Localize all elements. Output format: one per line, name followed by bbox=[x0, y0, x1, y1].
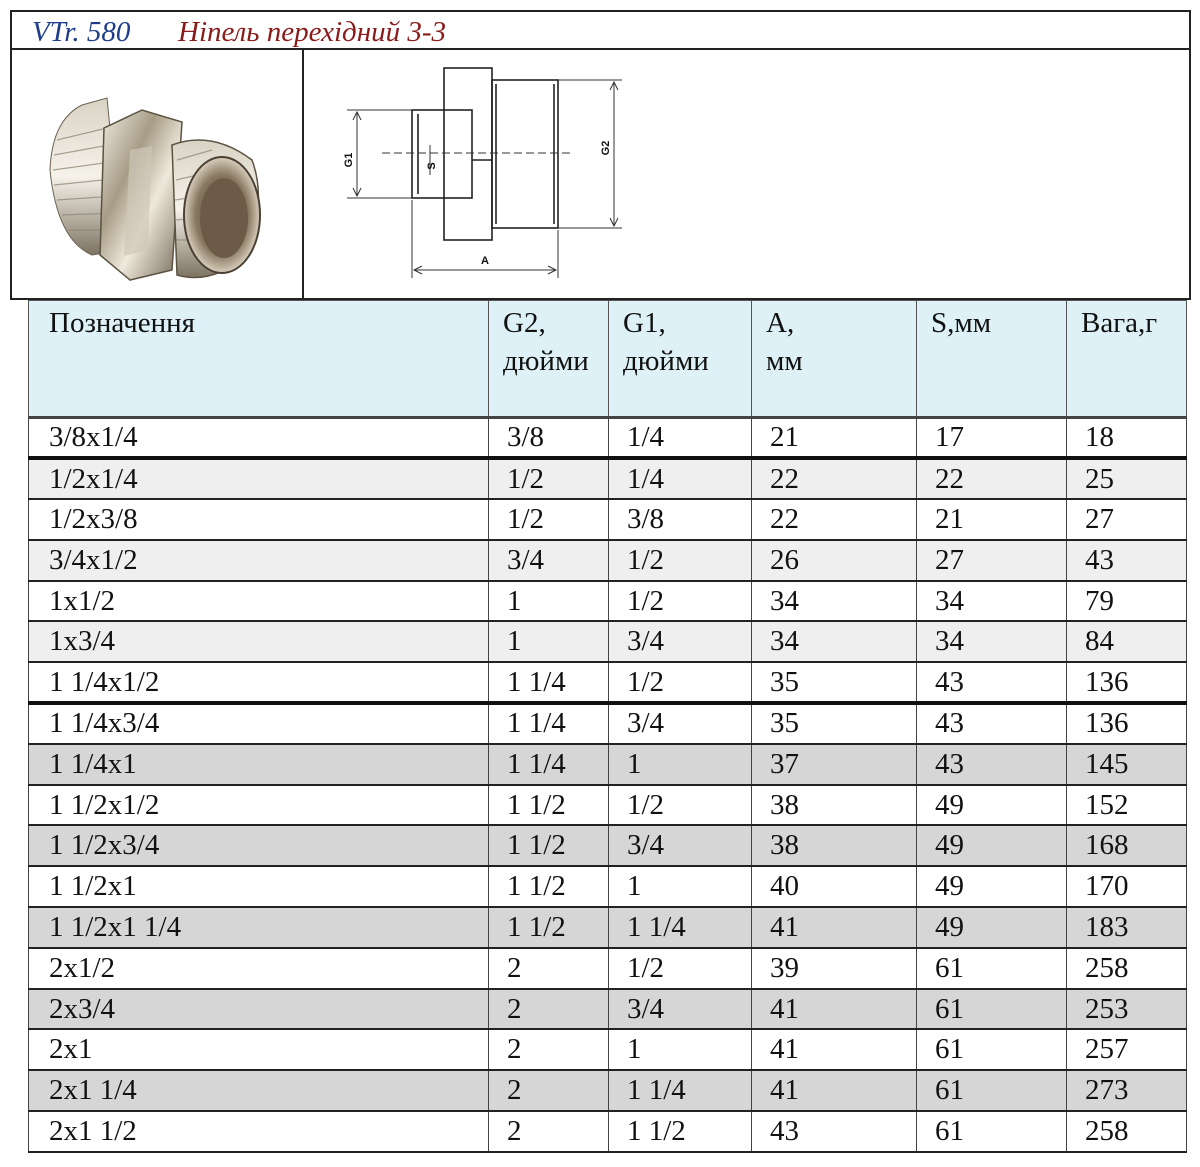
a-cell: 41 bbox=[752, 989, 917, 1030]
g1-cell: 1 bbox=[609, 866, 752, 907]
a-cell: 21 bbox=[752, 418, 917, 459]
a-cell: 26 bbox=[752, 540, 917, 581]
designation-cell: 1 1/2x3/4 bbox=[29, 825, 489, 866]
designation-cell: 1/2x1/4 bbox=[29, 458, 489, 499]
designation-cell: 3/8x1/4 bbox=[29, 418, 489, 459]
a-cell: 22 bbox=[752, 499, 917, 540]
g2-cell: 1/2 bbox=[489, 458, 609, 499]
table-row bbox=[29, 1029, 1187, 1070]
g1-cell: 3/4 bbox=[609, 621, 752, 662]
s-cell: 43 bbox=[917, 703, 1067, 744]
table-row bbox=[29, 1111, 1187, 1152]
table-row bbox=[29, 825, 1187, 866]
s-cell: 43 bbox=[917, 662, 1067, 703]
s-cell: 17 bbox=[917, 418, 1067, 459]
g2-cell: 1 1/4 bbox=[489, 662, 609, 703]
g1-cell: 1 1/4 bbox=[609, 907, 752, 948]
designation-cell: 1/2x3/8 bbox=[29, 499, 489, 540]
g1-cell: 1/2 bbox=[609, 785, 752, 826]
s-cell: 34 bbox=[917, 621, 1067, 662]
drawing-label-a: A bbox=[481, 255, 489, 267]
weight-cell: 136 bbox=[1067, 662, 1187, 703]
g1-cell: 3/8 bbox=[609, 499, 752, 540]
g1-cell: 1/2 bbox=[609, 948, 752, 989]
table-row bbox=[29, 499, 1187, 540]
a-cell: 35 bbox=[752, 662, 917, 703]
a-cell: 34 bbox=[752, 581, 917, 622]
a-cell: 38 bbox=[752, 825, 917, 866]
g1-cell: 1 1/2 bbox=[609, 1111, 752, 1152]
col-header-g1: G1, дюйми bbox=[609, 301, 752, 418]
s-cell: 61 bbox=[917, 989, 1067, 1030]
g2-cell: 3/8 bbox=[489, 418, 609, 459]
header-row bbox=[29, 301, 1187, 418]
technical-drawing bbox=[322, 50, 642, 298]
table-row bbox=[29, 1070, 1187, 1111]
spec-table bbox=[28, 300, 1187, 1153]
a-cell: 39 bbox=[752, 948, 917, 989]
designation-cell: 1 1/2x1 1/4 bbox=[29, 907, 489, 948]
col-header-weight: Вага,г bbox=[1067, 301, 1187, 418]
g1-cell: 1/4 bbox=[609, 458, 752, 499]
g2-cell: 1 bbox=[489, 621, 609, 662]
g2-cell: 1/2 bbox=[489, 499, 609, 540]
a-cell: 41 bbox=[752, 907, 917, 948]
table-row bbox=[29, 703, 1187, 744]
a-cell: 22 bbox=[752, 458, 917, 499]
weight-cell: 170 bbox=[1067, 866, 1187, 907]
a-cell: 37 bbox=[752, 744, 917, 785]
drawing-label-g1: G1 bbox=[343, 152, 355, 168]
g2-cell: 2 bbox=[489, 1111, 609, 1152]
weight-cell: 258 bbox=[1067, 948, 1187, 989]
g2-cell: 2 bbox=[489, 1029, 609, 1070]
col-header-g2: G2, дюйми bbox=[489, 301, 609, 418]
s-cell: 61 bbox=[917, 1029, 1067, 1070]
a-cell: 35 bbox=[752, 703, 917, 744]
s-cell: 22 bbox=[917, 458, 1067, 499]
weight-cell: 152 bbox=[1067, 785, 1187, 826]
a-cell: 41 bbox=[752, 1029, 917, 1070]
designation-cell: 2x1/2 bbox=[29, 948, 489, 989]
g2-cell: 3/4 bbox=[489, 540, 609, 581]
table-row bbox=[29, 458, 1187, 499]
g2-cell: 2 bbox=[489, 989, 609, 1030]
g1-cell: 1/2 bbox=[609, 662, 752, 703]
a-cell: 40 bbox=[752, 866, 917, 907]
table-row bbox=[29, 418, 1187, 459]
weight-cell: 84 bbox=[1067, 621, 1187, 662]
designation-cell: 1 1/4x3/4 bbox=[29, 703, 489, 744]
g2-cell: 1 1/2 bbox=[489, 907, 609, 948]
designation-cell: 2x1 bbox=[29, 1029, 489, 1070]
s-cell: 34 bbox=[917, 581, 1067, 622]
g2-cell: 1 1/2 bbox=[489, 866, 609, 907]
s-cell: 49 bbox=[917, 785, 1067, 826]
designation-cell: 2x1 1/4 bbox=[29, 1070, 489, 1111]
weight-cell: 145 bbox=[1067, 744, 1187, 785]
g1-cell: 1/2 bbox=[609, 581, 752, 622]
product-photo bbox=[12, 50, 304, 298]
drawing-label-g2: G2 bbox=[600, 140, 612, 156]
table-row bbox=[29, 744, 1187, 785]
designation-cell: 1 1/4x1/2 bbox=[29, 662, 489, 703]
weight-cell: 27 bbox=[1067, 499, 1187, 540]
s-cell: 49 bbox=[917, 825, 1067, 866]
table-row bbox=[29, 621, 1187, 662]
a-cell: 34 bbox=[752, 621, 917, 662]
a-cell: 43 bbox=[752, 1111, 917, 1152]
designation-cell: 1 1/2x1 bbox=[29, 866, 489, 907]
g1-cell: 1 bbox=[609, 1029, 752, 1070]
s-cell: 49 bbox=[917, 866, 1067, 907]
weight-cell: 183 bbox=[1067, 907, 1187, 948]
s-cell: 27 bbox=[917, 540, 1067, 581]
weight-cell: 25 bbox=[1067, 458, 1187, 499]
g1-cell: 3/4 bbox=[609, 989, 752, 1030]
product-name: Ніпель перехідний 3-3 bbox=[178, 16, 446, 48]
designation-cell: 3/4x1/2 bbox=[29, 540, 489, 581]
g2-cell: 1 1/2 bbox=[489, 825, 609, 866]
media-box bbox=[10, 50, 1191, 300]
weight-cell: 257 bbox=[1067, 1029, 1187, 1070]
designation-cell: 1 1/4x1 bbox=[29, 744, 489, 785]
weight-cell: 168 bbox=[1067, 825, 1187, 866]
designation-cell: 2x3/4 bbox=[29, 989, 489, 1030]
table-row bbox=[29, 785, 1187, 826]
s-cell: 61 bbox=[917, 1111, 1067, 1152]
designation-cell: 1x1/2 bbox=[29, 581, 489, 622]
s-cell: 61 bbox=[917, 1070, 1067, 1111]
weight-cell: 43 bbox=[1067, 540, 1187, 581]
s-cell: 61 bbox=[917, 948, 1067, 989]
s-cell: 49 bbox=[917, 907, 1067, 948]
weight-cell: 258 bbox=[1067, 1111, 1187, 1152]
designation-cell: 1 1/2x1/2 bbox=[29, 785, 489, 826]
g2-cell: 1 1/4 bbox=[489, 703, 609, 744]
table-row bbox=[29, 948, 1187, 989]
designation-cell: 1x3/4 bbox=[29, 621, 489, 662]
s-cell: 21 bbox=[917, 499, 1067, 540]
table-row bbox=[29, 907, 1187, 948]
designation-cell: 2x1 1/2 bbox=[29, 1111, 489, 1152]
g1-cell: 1/2 bbox=[609, 540, 752, 581]
weight-cell: 273 bbox=[1067, 1070, 1187, 1111]
g2-cell: 1 bbox=[489, 581, 609, 622]
col-header-designation: Позначення bbox=[29, 301, 489, 418]
col-header-s: S,мм bbox=[917, 301, 1067, 418]
table-row bbox=[29, 581, 1187, 622]
table-row bbox=[29, 989, 1187, 1030]
g2-cell: 1 1/4 bbox=[489, 744, 609, 785]
product-code: VTr. 580 bbox=[32, 16, 131, 48]
title-bar bbox=[10, 10, 1191, 50]
g2-cell: 2 bbox=[489, 948, 609, 989]
weight-cell: 136 bbox=[1067, 703, 1187, 744]
g1-cell: 3/4 bbox=[609, 703, 752, 744]
g1-cell: 1 1/4 bbox=[609, 1070, 752, 1111]
s-cell: 43 bbox=[917, 744, 1067, 785]
g1-cell: 1/4 bbox=[609, 418, 752, 459]
g1-cell: 1 bbox=[609, 744, 752, 785]
weight-cell: 79 bbox=[1067, 581, 1187, 622]
weight-cell: 253 bbox=[1067, 989, 1187, 1030]
a-cell: 41 bbox=[752, 1070, 917, 1111]
a-cell: 38 bbox=[752, 785, 917, 826]
g2-cell: 1 1/2 bbox=[489, 785, 609, 826]
table-row bbox=[29, 866, 1187, 907]
drawing-label-s: S bbox=[426, 162, 438, 170]
col-header-a: A, мм bbox=[752, 301, 917, 418]
table-row bbox=[29, 662, 1187, 703]
g2-cell: 2 bbox=[489, 1070, 609, 1111]
g1-cell: 3/4 bbox=[609, 825, 752, 866]
table-row bbox=[29, 540, 1187, 581]
weight-cell: 18 bbox=[1067, 418, 1187, 459]
